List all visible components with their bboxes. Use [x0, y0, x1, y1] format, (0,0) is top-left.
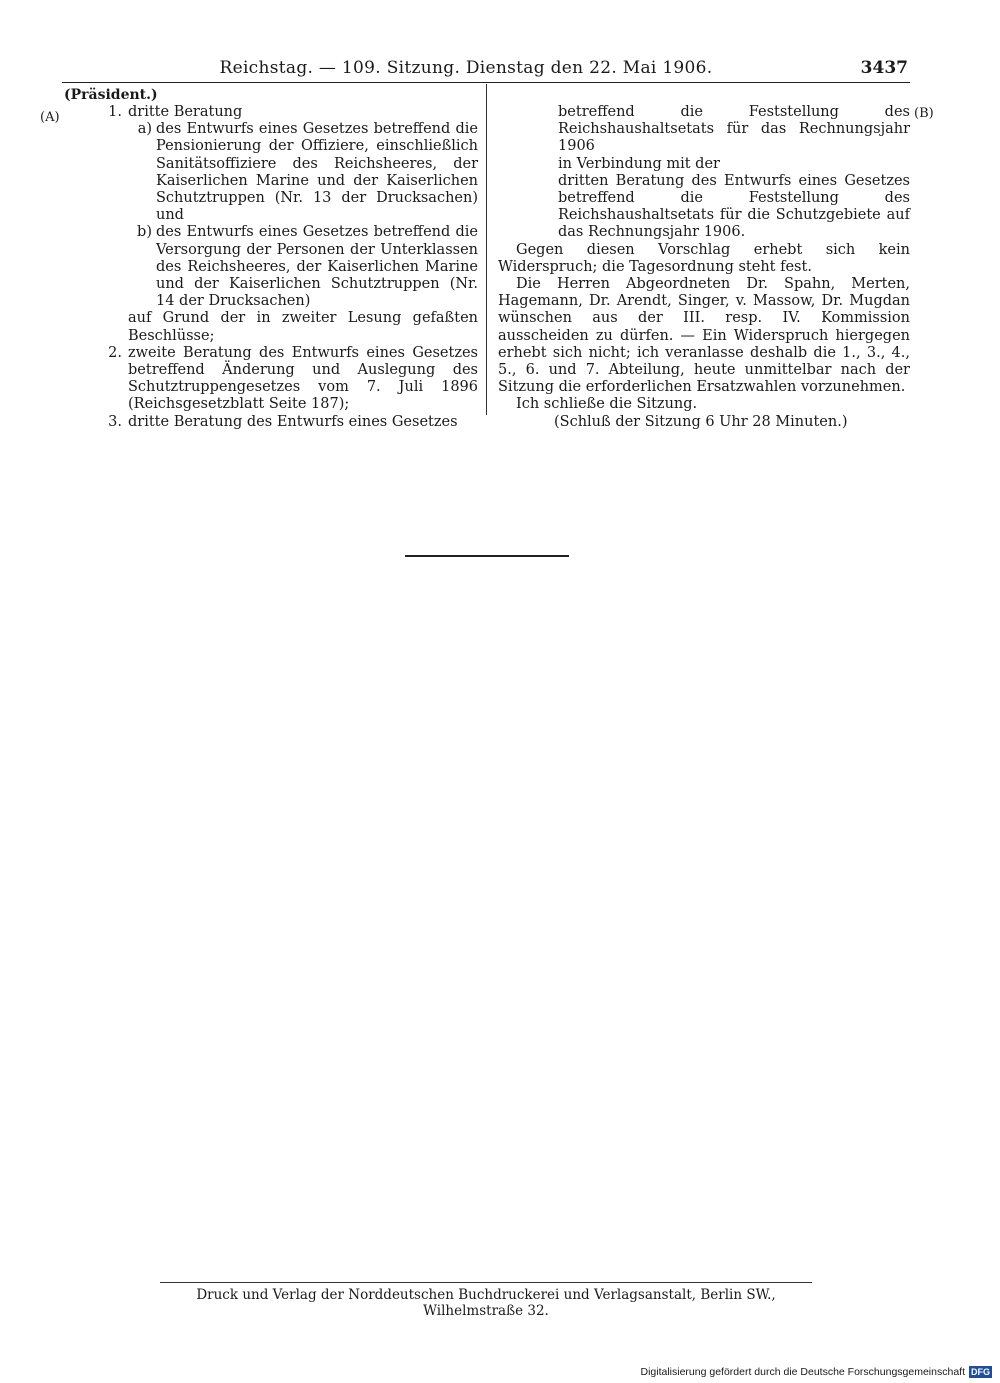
agenda-item-1-continuation: auf Grund der in zweiter Lesung gefaßten Beschlüsse; [128, 310, 478, 344]
margin-mark-b: (B) [914, 106, 934, 121]
page-number: 3437 [860, 58, 908, 78]
digitization-credit [640, 1366, 992, 1378]
column-divider [486, 84, 487, 415]
agenda-subitem-b [88, 224, 478, 310]
item-text: dritte Beratung des Entwurfs eines Gesetzes [128, 413, 458, 430]
item-number: 3. [108, 413, 122, 430]
margin-mark-a: (A) [40, 110, 60, 125]
running-header [62, 58, 910, 83]
subitem-text: des Entwurfs eines Gesetzes betreffend die Pensionierung der Offiziere, einschließlich Sanitätsoffiziere des Reichsheeres, der Kaiserlichen Marine und der Kaiserlichen Schutztruppen (Nr. 13 der Drucksachen) und [156, 121, 478, 224]
speaker-label: (Präsident.) [64, 87, 158, 103]
item-number: 2. [108, 344, 122, 361]
paragraph-no-objection: Gegen diesen Vorschlag erhebt sich kein Widerspruch; die Tagesordnung steht fest. [498, 241, 910, 275]
subitem-text: des Entwurfs eines Gesetzes betreffend die Versorgung der Personen der Unterklassen des Reichsheeres, der Kaiserlichen Marine und der Kaiserlichen Schutztruppen (Nr. 14 der Drucksachen) [156, 224, 478, 310]
agenda-item-3 [88, 414, 478, 431]
agenda-item-2 [88, 345, 478, 414]
section-separator-rule [405, 555, 569, 557]
publisher-imprint: Druck und Verlag der Norddeutschen Buchdruckerei und Verlagsanstalt, Berlin SW., Wilhelmstraße 32. [196, 1287, 776, 1319]
left-column [88, 104, 478, 431]
footer-rule [160, 1282, 812, 1283]
subitem-label: a) [137, 121, 152, 138]
agenda-item-1 [88, 104, 478, 121]
paragraph-commission: Die Herren Abgeordneten Dr. Spahn, Merten, Hagemann, Dr. Arendt, Singer, v. Massow, Dr. Mugdan wünschen aus der III. resp. IV. Kommission ausscheiden zu dürfen. — Ein Widerspruch hiergegen erhebt sich nicht; ich veranlasse deshalb die 1., 3., 4., 5., 6. und 7. Abteilung, heute unmittelbar nach der Sitzung die erforderlichen Ersatzwahlen vorzunehmen. [498, 276, 910, 396]
session-end-note: (Schluß der Sitzung 6 Uhr 28 Minuten.) [554, 413, 848, 430]
paragraph-connection: in Verbindung mit der [558, 155, 720, 172]
dfg-logo: DFG [971, 1367, 990, 1377]
digitization-note: Digitalisierung gefördert durch die Deutsche Forschungsgemeinschaft [640, 1366, 965, 1378]
paragraph-third-reading: dritten Beratung des Entwurfs eines Gesetzes betreffend die Feststellung des Reichshaushaltsetats für die Schutzgebiete auf das Rechnungsjahr 1906. [558, 172, 910, 241]
subitem-label: b) [137, 224, 152, 241]
paragraph-closing: Ich schließe die Sitzung. [516, 396, 698, 413]
running-title: Reichstag. — 109. Sitzung. Dienstag den 22. Mai 1906. [219, 58, 713, 78]
right-column [498, 104, 910, 431]
agenda-subitem-a [88, 121, 478, 224]
paragraph-budget: betreffend die Feststellung des Reichshaushaltsetats für das Rechnungsjahr 1906 [558, 104, 910, 155]
item-number: 1. [108, 104, 122, 120]
item-text: zweite Beratung des Entwurfs eines Gesetzes betreffend Änderung und Auslegung des Schutztruppengesetzes vom 7. Juli 1896 (Reichsgesetzblatt Seite 187); [128, 344, 478, 413]
item-text: dritte Beratung [128, 104, 243, 120]
